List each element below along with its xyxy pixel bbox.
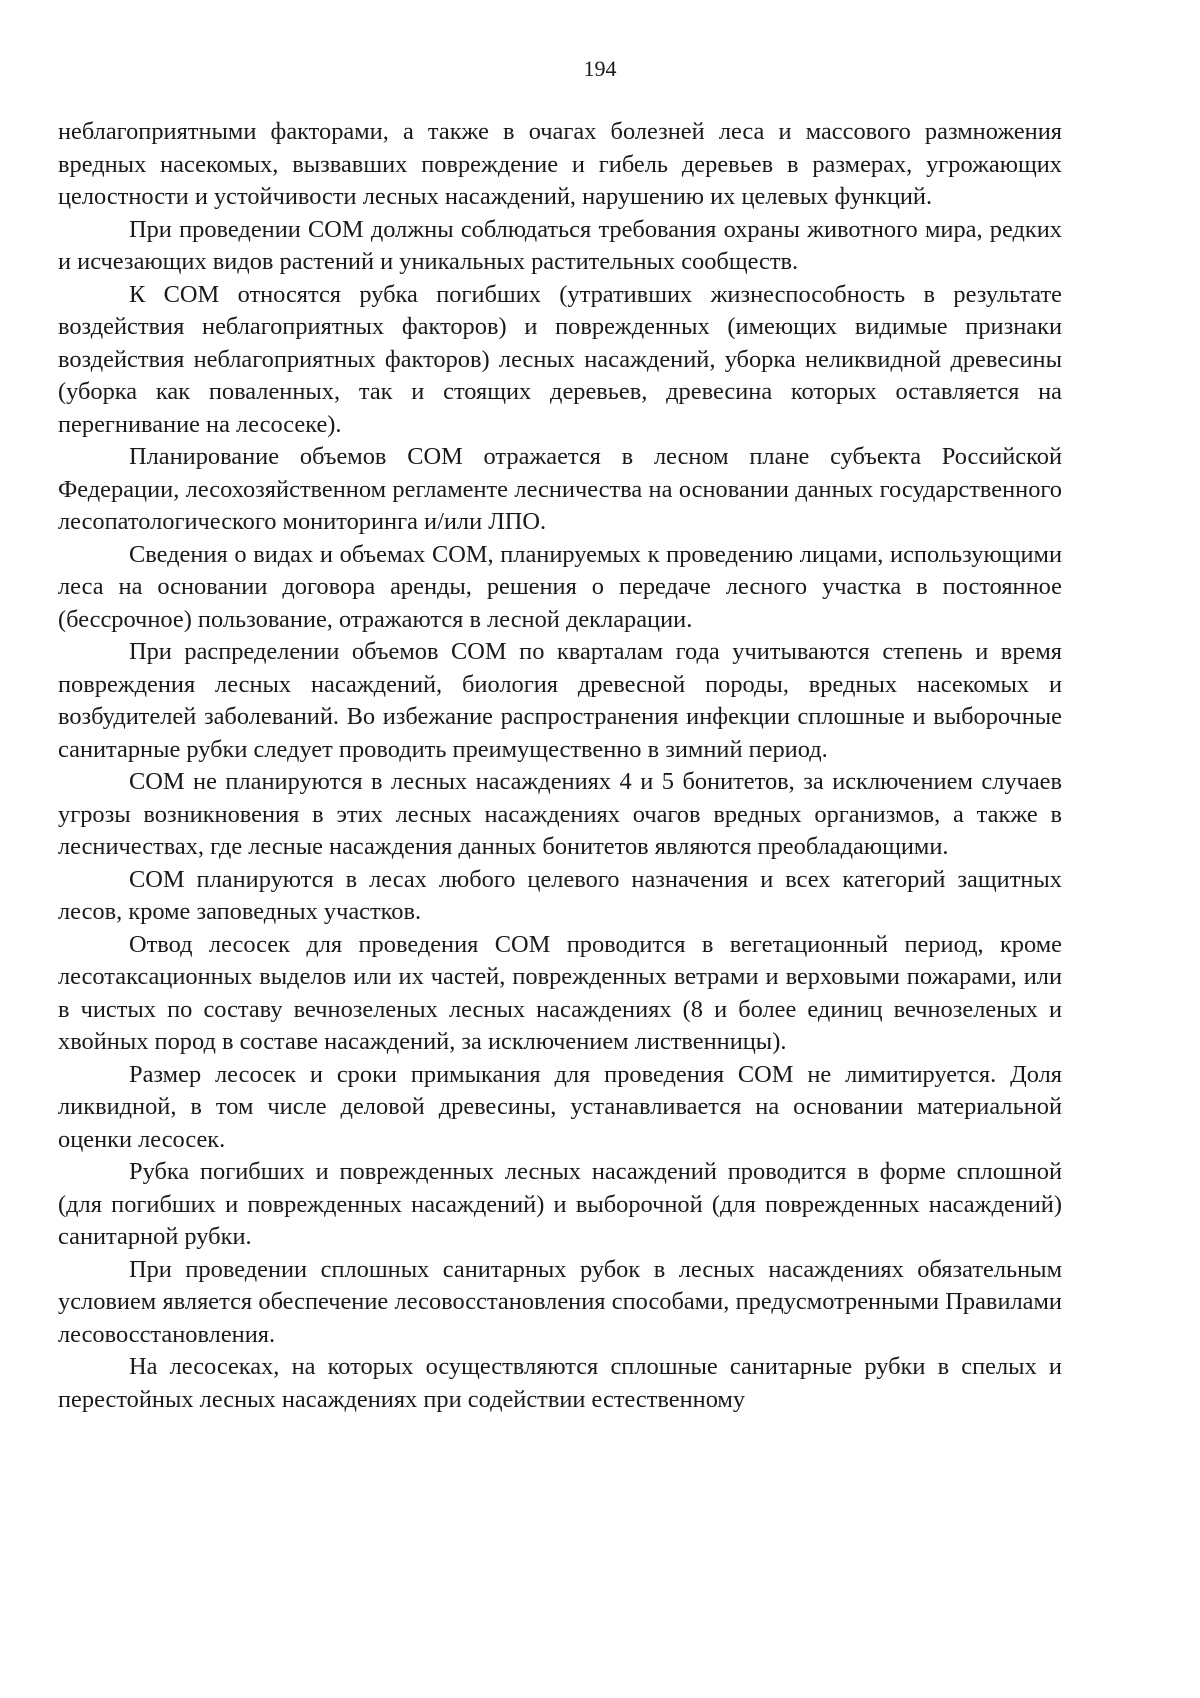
paragraph: К СОМ относятся рубка погибших (утративших жизнеспособность в результате воздействия неблагоприятных факторов) и поврежденных (имеющих видимые признаки воздействия неблагоприятных факторов) лесных насаждений, уборка неликвидной древесины (уборка как поваленных, так и стоящих деревьев, древесина которых оставляется на перегнивание на лесосеке).	[58, 280, 1062, 438]
body-text	[58, 116, 1062, 1416]
paragraph-last: На лесосеках, на которых осуществляются сплошные санитарные рубки в спелых и перестойных лесных насаждениях при содействии естественному	[58, 1353, 1062, 1413]
paragraph: Сведения о видах и объемах СОМ, планируемых к проведению лицами, использующими леса на основании договора аренды, решения о передаче лесного участка в постоянное (бессрочное) пользование, отражаются в лесной декларации.	[58, 540, 1062, 633]
paragraph: При проведении сплошных санитарных рубок в лесных насаждениях обязательным условием является обеспечение лесовосстановления способами, предусмотренными Правилами лесовосстановления.	[58, 1255, 1062, 1348]
paragraph: При проведении СОМ должны соблюдаться требования охраны животного мира, редких и исчезающих видов растений и уникальных растительных сообществ.	[58, 215, 1062, 275]
paragraph: Отвод лесосек для проведения СОМ проводится в вегетационный период, кроме лесотаксационных выделов или их частей, поврежденных ветрами и верховыми пожарами, или в чистых по составу вечнозеленых лесных насаждениях (8 и более единиц вечнозеленых и хвойных пород в составе насаждений, за исключением лиственницы).	[58, 930, 1062, 1055]
paragraph: СОМ планируются в лесах любого целевого назначения и всех категорий защитных лесов, кроме заповедных участков.	[58, 865, 1062, 925]
paragraph-continuation: неблагоприятными факторами, а также в очагах болезней леса и массового размножения вредных насекомых, вызвавших повреждение и гибель деревьев в размерах, угрожающих целостности и устойчивости лесных насаждений, нарушению их целевых функций.	[58, 118, 1062, 210]
paragraph: Размер лесосек и сроки примыкания для проведения СОМ не лимитируется. Доля ликвидной, в том числе деловой древесины, устанавливается на основании материальной оценки лесосек.	[58, 1060, 1062, 1153]
paragraph: Планирование объемов СОМ отражается в лесном плане субъекта Российской Федерации, лесохозяйственном регламенте лесничества на основании данных государственного лесопатологического мониторинга и/или ЛПО.	[58, 443, 1062, 535]
page-number: 194	[583, 56, 617, 81]
paragraph: Рубка погибших и поврежденных лесных насаждений проводится в форме сплошной (для погибших и поврежденных насаждений) и выборочной (для поврежденных насаждений) санитарной рубки.	[58, 1158, 1062, 1250]
paragraph: СОМ не планируются в лесных насаждениях 4 и 5 бонитетов, за исключением случаев угрозы возникновения в этих лесных насаждениях очагов вредных организмов, а также в лесничествах, где лесные насаждения данных бонитетов являются преобладающими.	[58, 768, 1062, 860]
paragraph: При распределении объемов СОМ по кварталам года учитываются степень и время повреждения лесных насаждений, биология древесной породы, вредных насекомых и возбудителей заболеваний. Во избежание распространения инфекции сплошные и выборочные санитарные рубки следует проводить преимущественно в зимний период.	[58, 638, 1062, 763]
